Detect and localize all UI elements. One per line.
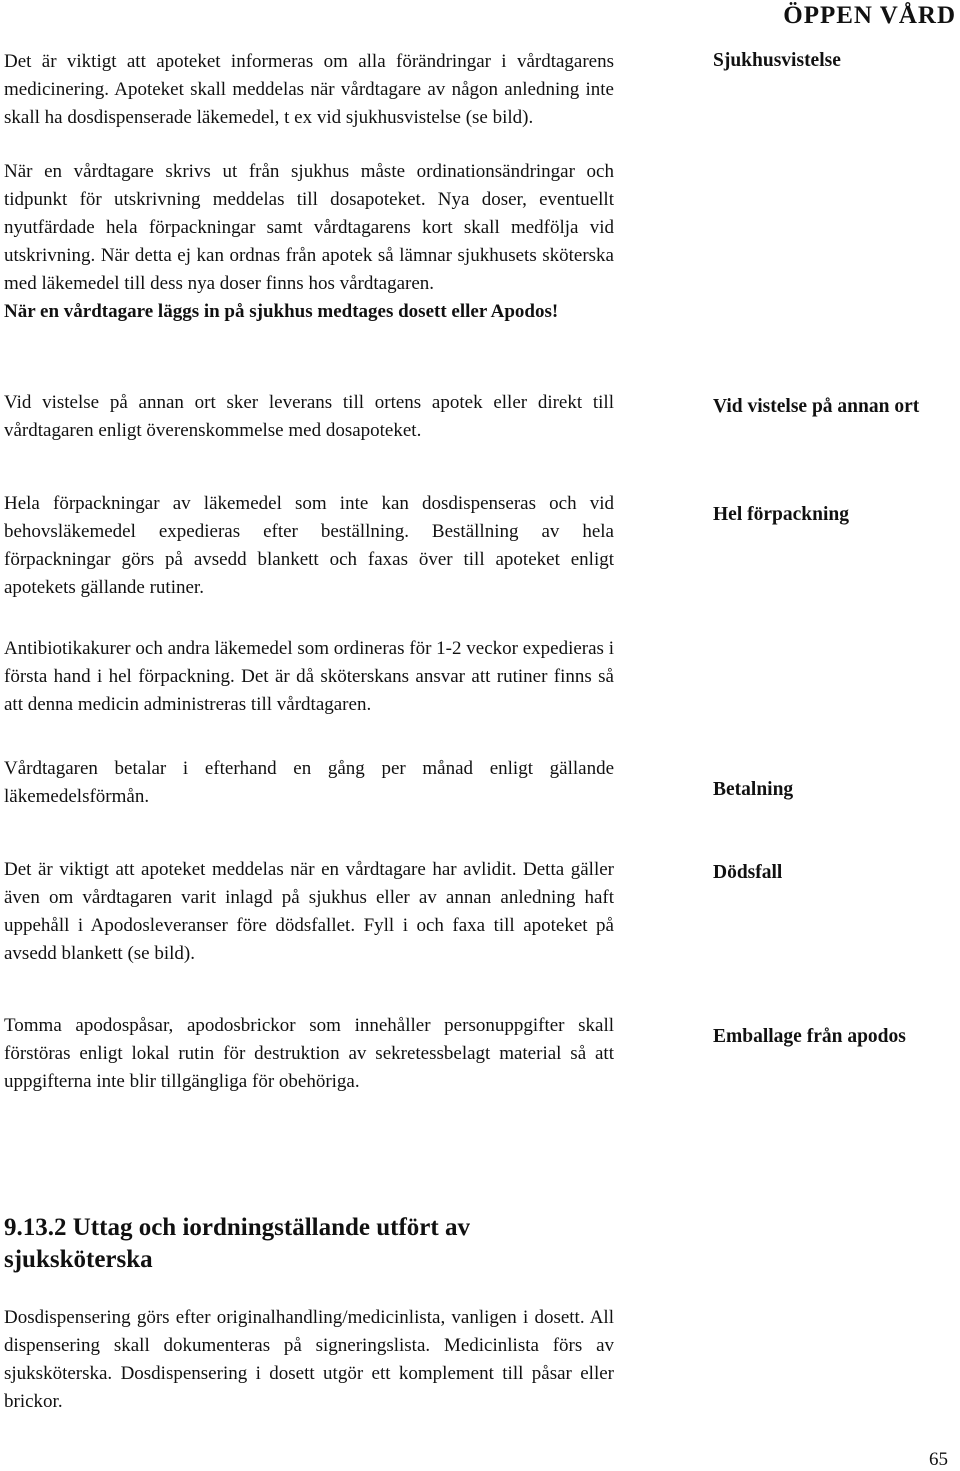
side-label-emballage: Emballage från apodos	[713, 1026, 906, 1047]
side-label-hel-forpackning: Hel förpackning	[713, 504, 849, 525]
paragraph-discharge: När en vårdtagare skrivs ut från sjukhus måste ordinationsändringar och tidpunkt för utskrivning meddelas till dosapoteket. Nya doser, eventuellt nyutfärdade hela förpackningar samt vårdtagarens kort skall medfölja vid utskrivning. När detta ej kan ordnas från apotek så lämnar sjukhusets sköterska med läkemedel till dess nya doser finns hos vårdtagaren.	[4, 161, 614, 294]
paragraph-bold-note: När en vårdtagare läggs in på sjukhus medtages dosett eller Apodos!	[4, 301, 559, 322]
paragraph-inform-pharmacy: Det är viktigt att apoteket informeras om alla förändringar i vårdtagarens medicinering. Apoteket skall meddelas när vårdtagare av någon anledning inte skall ha dosdispenserade läkemedel, t ex vid sjukhusvistelse (se bild).	[4, 51, 614, 128]
side-label-annan-ort: Vid vistelse på annan ort	[713, 396, 920, 417]
page-number: 65	[929, 1449, 948, 1470]
paragraph-death: Det är viktigt att apoteket meddelas när en vårdtagare har avlidit. Detta gäller även om vårdtagaren varit inlagd på sjukhus eller av annan anledning haft uppehåll i Apodosleveranser före dödsfallet. Fyll i och faxa till apoteket på avsedd blankett (se bild).	[4, 859, 614, 964]
paragraph-dosett: Dosdispensering görs efter originalhandling/medicinlista, vanligen i dosett. All dispensering skall dokumenteras på signeringslista. Medicinlista förs av sjuksköterska. Dosdispensering i dosett utgör ett komplement till påsar eller brickor.	[4, 1307, 614, 1412]
paragraph-antibiotics: Antibiotikakurer och andra läkemedel som ordineras för 1-2 veckor expedieras i första hand i hel förpackning. Det är då sköterskans ansvar att rutiner finns så att denna medicin administreras till vårdtagaren.	[4, 638, 614, 715]
page-header-title: ÖPPEN VÅRD	[783, 2, 956, 29]
paragraph-other-location: Vid vistelse på annan ort sker leverans till ortens apotek eller direkt till vårdtagaren enligt överenskommelse med dosapoteket.	[4, 392, 614, 441]
paragraph-packaging: Tomma apodospåsar, apodosbrickor som innehåller personuppgifter skall förstöras enligt lokal rutin för destruktion av sekretessbelagt material så att uppgifterna inte blir tillgängliga för obehöriga.	[4, 1015, 614, 1092]
paragraph-payment: Vårdtagaren betalar i efterhand en gång per månad enligt gällande läkemedelsförmån.	[4, 758, 614, 807]
side-label-dodsfall: Dödsfall	[713, 862, 783, 883]
side-label-sjukhusvistelse: Sjukhusvistelse	[713, 50, 841, 71]
section-heading: 9.13.2 Uttag och iordningställande utfört av sjuksköterska	[4, 1214, 470, 1273]
side-label-betalning: Betalning	[713, 779, 794, 800]
paragraph-whole-packages: Hela förpackningar av läkemedel som inte kan dosdispenseras och vid behovsläkemedel expedieras efter beställning. Beställning av hela förpackningar görs på avsedd blankett och faxas över till apoteket enligt apotekets gällande rutiner.	[4, 493, 614, 598]
